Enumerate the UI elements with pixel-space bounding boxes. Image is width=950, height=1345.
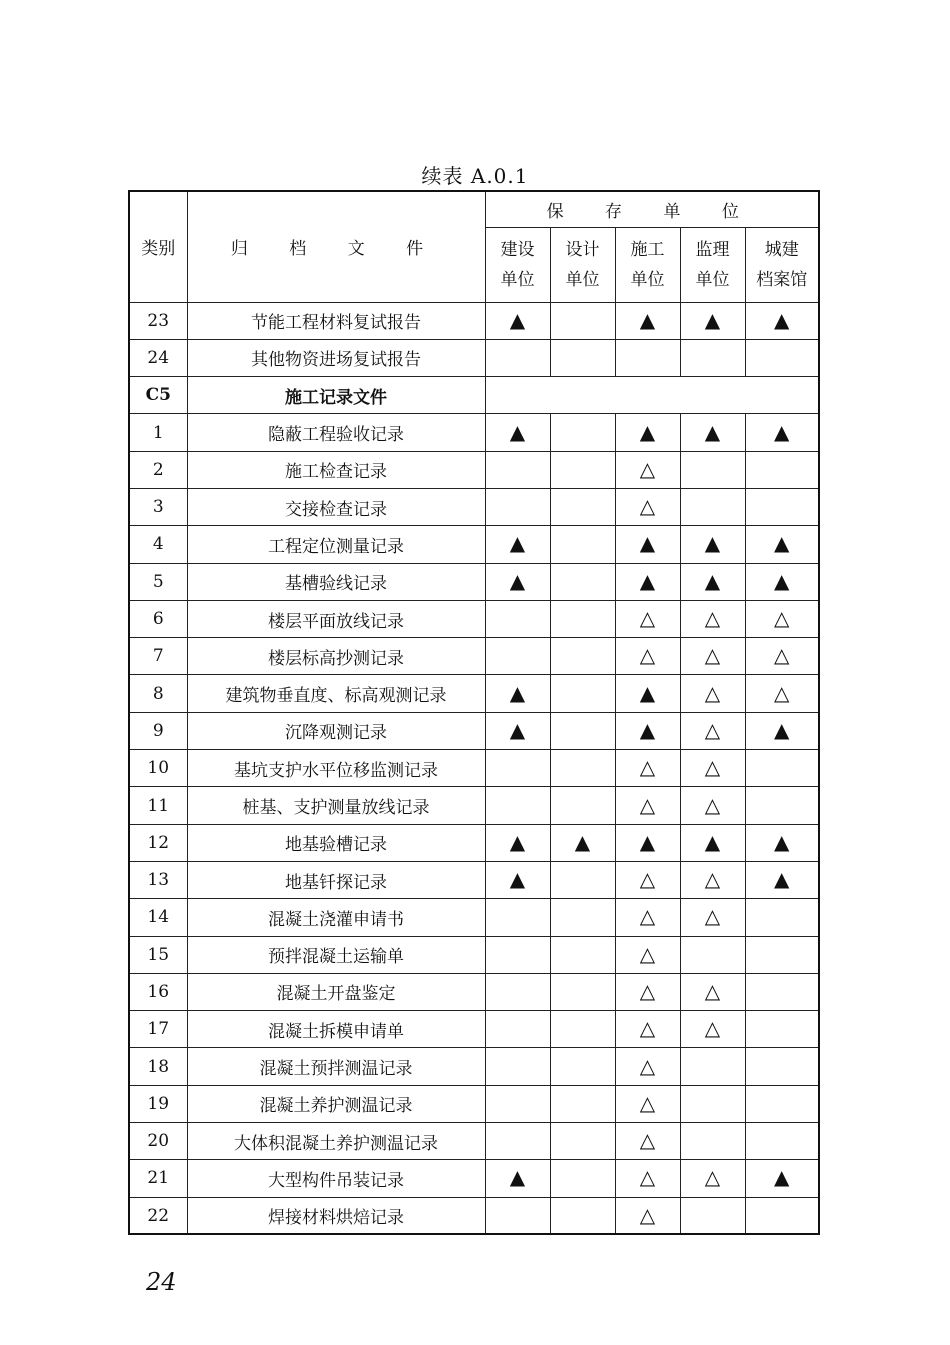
table-row	[129, 712, 819, 749]
document-name: 基坑支护水平位移监测记录	[187, 750, 485, 787]
mark-cell-design	[550, 563, 615, 600]
filled-triangle-icon: ▲	[509, 568, 526, 593]
filled-triangle-icon: ▲	[509, 680, 526, 705]
document-name: 焊接材料烘焙记录	[187, 1197, 485, 1234]
filled-triangle-icon: ▲	[509, 307, 526, 332]
mark-cell-design	[550, 600, 615, 637]
document-name: 基槽验线记录	[187, 563, 485, 600]
document-name: 大体积混凝土养护测温记录	[187, 1123, 485, 1160]
mark-cell-contractor	[615, 824, 680, 861]
outline-triangle-icon: △	[639, 867, 656, 892]
mark-cell-supervision	[680, 414, 745, 451]
mark-cell-design	[550, 712, 615, 749]
table-row	[129, 899, 819, 936]
document-name: 混凝土浇灌申请书	[187, 899, 485, 936]
filled-triangle-icon: ▲	[774, 829, 790, 854]
mark-cell-contractor	[615, 526, 680, 563]
mark-cell-design	[550, 1085, 615, 1122]
archive-table	[128, 190, 820, 1235]
table-row	[129, 787, 819, 824]
mark-cell-construction	[485, 1123, 550, 1160]
mark-cell-supervision	[680, 861, 745, 898]
outline-triangle-icon: △	[704, 1165, 721, 1190]
filled-triangle-icon: ▲	[704, 531, 721, 556]
mark-cell-construction	[485, 638, 550, 675]
outline-triangle-icon: △	[639, 1016, 656, 1041]
mark-cell-design	[550, 1160, 615, 1197]
mark-cell-design	[550, 638, 615, 675]
mark-cell-construction	[485, 600, 550, 637]
filled-triangle-icon: ▲	[704, 307, 721, 332]
document-name: 隐蔽工程验收记录	[187, 414, 485, 451]
mark-cell-construction	[485, 1011, 550, 1048]
document-name: 工程定位测量记录	[187, 526, 485, 563]
filled-triangle-icon: ▲	[509, 829, 526, 854]
mark-cell-archive	[745, 451, 819, 488]
mark-cell-archive	[745, 787, 819, 824]
row-number: 9	[129, 712, 187, 749]
mark-cell-design	[550, 526, 615, 563]
document-name: 混凝土预拌测温记录	[187, 1048, 485, 1085]
mark-cell-archive	[745, 973, 819, 1010]
mark-cell-archive	[745, 1197, 819, 1234]
filled-triangle-icon: ▲	[639, 568, 656, 593]
mark-cell-design	[550, 824, 615, 861]
filled-triangle-icon: ▲	[509, 419, 526, 444]
outline-triangle-icon: △	[704, 792, 721, 817]
mark-cell-contractor	[615, 1085, 680, 1122]
outline-triangle-icon: △	[774, 643, 790, 668]
mark-cell-contractor	[615, 787, 680, 824]
table-header	[129, 191, 819, 302]
table-row	[129, 675, 819, 712]
mark-cell-construction	[485, 712, 550, 749]
row-number: 10	[129, 750, 187, 787]
mark-cell-archive	[745, 600, 819, 637]
mark-cell-contractor	[615, 600, 680, 637]
filled-triangle-icon: ▲	[574, 829, 591, 854]
mark-cell-design	[550, 750, 615, 787]
mark-cell-construction	[485, 973, 550, 1010]
row-number: 14	[129, 899, 187, 936]
outline-triangle-icon: △	[704, 978, 721, 1003]
row-number: 5	[129, 563, 187, 600]
row-number: C5	[129, 377, 187, 414]
row-number: 24	[129, 339, 187, 376]
document-name: 大型构件吊装记录	[187, 1160, 485, 1197]
row-number: 15	[129, 936, 187, 973]
header-unit-archive: 城建 档案馆	[745, 227, 819, 302]
row-number: 12	[129, 824, 187, 861]
filled-triangle-icon: ▲	[774, 531, 790, 556]
header-unit-supervision: 监理 单位	[680, 227, 745, 302]
mark-cell-contractor	[615, 302, 680, 339]
mark-cell-archive	[745, 824, 819, 861]
outline-triangle-icon: △	[639, 643, 656, 668]
outline-triangle-icon: △	[639, 456, 656, 481]
mark-cell-contractor	[615, 1160, 680, 1197]
filled-triangle-icon: ▲	[509, 531, 526, 556]
mark-cell-archive	[745, 1085, 819, 1122]
table-row	[129, 339, 819, 376]
header-category: 类别	[129, 191, 187, 302]
mark-cell-archive	[745, 1011, 819, 1048]
mark-cell-archive	[745, 638, 819, 675]
table-row	[129, 1123, 819, 1160]
document-name: 交接检查记录	[187, 488, 485, 525]
mark-cell-contractor	[615, 563, 680, 600]
outline-triangle-icon: △	[639, 904, 656, 929]
outline-triangle-icon: △	[704, 867, 721, 892]
filled-triangle-icon: ▲	[704, 829, 721, 854]
table-row	[129, 861, 819, 898]
mark-cell-archive	[745, 899, 819, 936]
mark-cell-supervision	[680, 787, 745, 824]
mark-cell-construction	[485, 936, 550, 973]
mark-cell-supervision	[680, 302, 745, 339]
document-name: 沉降观测记录	[187, 712, 485, 749]
mark-cell-supervision	[680, 638, 745, 675]
document-name: 地基钎探记录	[187, 861, 485, 898]
mark-cell-archive	[745, 750, 819, 787]
mark-cell-design	[550, 861, 615, 898]
outline-triangle-icon: △	[639, 1165, 656, 1190]
filled-triangle-icon: ▲	[639, 680, 656, 705]
filled-triangle-icon: ▲	[639, 829, 656, 854]
mark-cell-design	[550, 488, 615, 525]
mark-cell-contractor	[615, 1123, 680, 1160]
document-name: 混凝土拆模申请单	[187, 1011, 485, 1048]
table-row	[129, 451, 819, 488]
header-unit-contractor: 施工 单位	[615, 227, 680, 302]
table-row	[129, 1197, 819, 1234]
outline-triangle-icon: △	[639, 755, 656, 780]
mark-cell-construction	[485, 1197, 550, 1234]
mark-cell-design	[550, 414, 615, 451]
table-row	[129, 414, 819, 451]
mark-cell-supervision	[680, 824, 745, 861]
mark-cell-supervision	[680, 936, 745, 973]
mark-cell-contractor	[615, 675, 680, 712]
outline-triangle-icon: △	[639, 1090, 656, 1115]
filled-triangle-icon: ▲	[509, 1165, 526, 1190]
mark-cell-construction	[485, 339, 550, 376]
row-number: 1	[129, 414, 187, 451]
mark-cell-construction	[485, 861, 550, 898]
mark-cell-construction	[485, 563, 550, 600]
mark-cell-contractor	[615, 1197, 680, 1234]
filled-triangle-icon: ▲	[774, 1165, 790, 1190]
mark-cell-construction	[485, 1048, 550, 1085]
mark-cell-construction	[485, 824, 550, 861]
document-name: 楼层平面放线记录	[187, 600, 485, 637]
mark-cell-design	[550, 1197, 615, 1234]
row-number: 3	[129, 488, 187, 525]
table-row	[129, 1011, 819, 1048]
row-number: 22	[129, 1197, 187, 1234]
mark-cell-contractor	[615, 339, 680, 376]
document-name: 桩基、支护测量放线记录	[187, 787, 485, 824]
mark-cell-contractor	[615, 712, 680, 749]
table-row	[129, 1048, 819, 1085]
mark-cell-design	[550, 675, 615, 712]
document-name: 预拌混凝土运输单	[187, 936, 485, 973]
mark-cell-supervision	[680, 526, 745, 563]
mark-cell-design	[550, 1123, 615, 1160]
outline-triangle-icon: △	[639, 941, 656, 966]
mark-cell-contractor	[615, 973, 680, 1010]
mark-cell-archive	[745, 1160, 819, 1197]
table-row	[129, 526, 819, 563]
mark-cell-archive	[745, 488, 819, 525]
mark-cell-contractor	[615, 638, 680, 675]
mark-cell-archive	[745, 675, 819, 712]
filled-triangle-icon: ▲	[774, 717, 790, 742]
mark-cell-archive	[745, 526, 819, 563]
row-number: 11	[129, 787, 187, 824]
table-row	[129, 1085, 819, 1122]
table-caption: 续表 A.0.1	[421, 164, 529, 188]
mark-cell-archive	[745, 861, 819, 898]
mark-cell-archive	[745, 302, 819, 339]
mark-cell-construction	[485, 899, 550, 936]
row-number: 6	[129, 600, 187, 637]
mark-cell-supervision	[680, 899, 745, 936]
mark-cell-archive	[745, 936, 819, 973]
mark-cell-design	[550, 1011, 615, 1048]
document-name: 建筑物垂直度、标高观测记录	[187, 675, 485, 712]
mark-cell-archive	[745, 1048, 819, 1085]
mark-cell-contractor	[615, 899, 680, 936]
mark-cell-construction	[485, 1160, 550, 1197]
outline-triangle-icon: △	[639, 978, 656, 1003]
header-document-text: 归 档 文 件	[230, 239, 442, 260]
mark-cell-supervision	[680, 563, 745, 600]
row-number: 17	[129, 1011, 187, 1048]
mark-cell-archive	[745, 339, 819, 376]
filled-triangle-icon: ▲	[509, 867, 526, 892]
document-name: 混凝土养护测温记录	[187, 1085, 485, 1122]
outline-triangle-icon: △	[774, 606, 790, 631]
table-row	[129, 973, 819, 1010]
mark-cell-supervision	[680, 1197, 745, 1234]
outline-triangle-icon: △	[704, 643, 721, 668]
outline-triangle-icon: △	[704, 606, 721, 631]
filled-triangle-icon: ▲	[774, 568, 790, 593]
mark-cell-contractor	[615, 1011, 680, 1048]
table-row	[129, 824, 819, 861]
mark-cell-contractor	[615, 1048, 680, 1085]
header-unit-design: 设计 单位	[550, 227, 615, 302]
table-row	[129, 488, 819, 525]
mark-cell-contractor	[615, 451, 680, 488]
row-number: 4	[129, 526, 187, 563]
mark-cell-supervision	[680, 1048, 745, 1085]
table-row	[129, 638, 819, 675]
header-document	[187, 191, 485, 302]
mark-cell-construction	[485, 414, 550, 451]
outline-triangle-icon: △	[704, 904, 721, 929]
mark-cell-construction	[485, 750, 550, 787]
table-body	[129, 302, 819, 1234]
mark-cell-supervision	[680, 1160, 745, 1197]
table-row	[129, 936, 819, 973]
mark-cell-design	[550, 899, 615, 936]
mark-cell-construction	[485, 526, 550, 563]
document-name: 节能工程材料复试报告	[187, 302, 485, 339]
header-storage-group-text: 保 存 单 位	[546, 201, 757, 222]
mark-cell-archive	[745, 414, 819, 451]
mark-cell-design	[550, 973, 615, 1010]
header-unit-construction: 建设 单位	[485, 227, 550, 302]
mark-cell-archive	[745, 563, 819, 600]
mark-cell-supervision	[680, 1123, 745, 1160]
outline-triangle-icon: △	[774, 680, 790, 705]
mark-cell-supervision	[680, 451, 745, 488]
row-number: 19	[129, 1085, 187, 1122]
row-number: 18	[129, 1048, 187, 1085]
mark-cell-archive	[745, 1123, 819, 1160]
filled-triangle-icon: ▲	[704, 419, 721, 444]
row-number: 20	[129, 1123, 187, 1160]
filled-triangle-icon: ▲	[639, 717, 656, 742]
filled-triangle-icon: ▲	[639, 307, 656, 332]
table-row	[129, 600, 819, 637]
row-number: 16	[129, 973, 187, 1010]
outline-triangle-icon: △	[639, 494, 656, 519]
mark-cell-design	[550, 787, 615, 824]
outline-triangle-icon: △	[704, 717, 721, 742]
outline-triangle-icon: △	[639, 606, 656, 631]
document-name: 混凝土开盘鉴定	[187, 973, 485, 1010]
section-row	[129, 377, 819, 414]
mark-cell-design	[550, 936, 615, 973]
outline-triangle-icon: △	[639, 1128, 656, 1153]
row-number: 21	[129, 1160, 187, 1197]
mark-cell-design	[550, 451, 615, 488]
mark-cell-supervision	[680, 973, 745, 1010]
filled-triangle-icon: ▲	[774, 867, 790, 892]
row-number: 13	[129, 861, 187, 898]
document-name: 施工检查记录	[187, 451, 485, 488]
filled-triangle-icon: ▲	[704, 568, 721, 593]
table-row	[129, 750, 819, 787]
mark-cell-design	[550, 302, 615, 339]
section-title: 施工记录文件	[187, 377, 485, 414]
mark-cell-construction	[485, 302, 550, 339]
document-name: 地基验槽记录	[187, 824, 485, 861]
outline-triangle-icon: △	[639, 792, 656, 817]
outline-triangle-icon: △	[704, 1016, 721, 1041]
mark-cell-design	[550, 339, 615, 376]
page-number: 24	[146, 1268, 177, 1296]
row-number: 23	[129, 302, 187, 339]
mark-cell-supervision	[680, 600, 745, 637]
mark-cell-construction	[485, 787, 550, 824]
mark-cell-supervision	[680, 1085, 745, 1122]
mark-cell-construction	[485, 488, 550, 525]
mark-cell-contractor	[615, 488, 680, 525]
mark-cell-supervision	[680, 1011, 745, 1048]
header-storage-group	[485, 191, 819, 227]
outline-triangle-icon: △	[704, 680, 721, 705]
section-blank-cell	[485, 377, 819, 414]
mark-cell-supervision	[680, 488, 745, 525]
table-row	[129, 1160, 819, 1197]
mark-cell-construction	[485, 451, 550, 488]
row-number: 7	[129, 638, 187, 675]
mark-cell-design	[550, 1048, 615, 1085]
mark-cell-supervision	[680, 750, 745, 787]
filled-triangle-icon: ▲	[774, 307, 790, 332]
outline-triangle-icon: △	[639, 1202, 656, 1227]
mark-cell-supervision	[680, 675, 745, 712]
mark-cell-contractor	[615, 750, 680, 787]
row-number: 2	[129, 451, 187, 488]
document-name: 其他物资进场复试报告	[187, 339, 485, 376]
outline-triangle-icon: △	[639, 1053, 656, 1078]
filled-triangle-icon: ▲	[639, 419, 656, 444]
mark-cell-construction	[485, 675, 550, 712]
mark-cell-contractor	[615, 936, 680, 973]
filled-triangle-icon: ▲	[509, 717, 526, 742]
filled-triangle-icon: ▲	[774, 419, 790, 444]
mark-cell-supervision	[680, 712, 745, 749]
table-row	[129, 563, 819, 600]
mark-cell-construction	[485, 1085, 550, 1122]
outline-triangle-icon: △	[704, 755, 721, 780]
filled-triangle-icon: ▲	[639, 531, 656, 556]
document-name: 楼层标高抄测记录	[187, 638, 485, 675]
mark-cell-contractor	[615, 861, 680, 898]
mark-cell-supervision	[680, 339, 745, 376]
mark-cell-contractor	[615, 414, 680, 451]
row-number: 8	[129, 675, 187, 712]
mark-cell-archive	[745, 712, 819, 749]
table-row	[129, 302, 819, 339]
